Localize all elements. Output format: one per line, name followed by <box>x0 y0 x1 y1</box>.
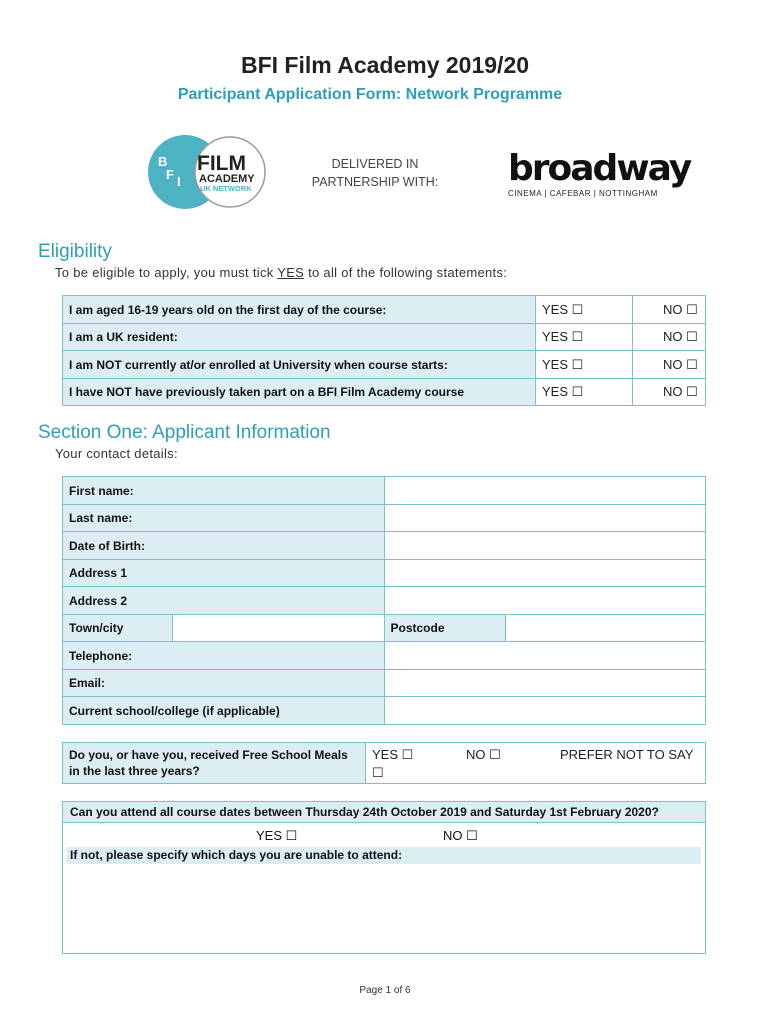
telephone-field[interactable] <box>384 642 706 670</box>
attendance-specify-field[interactable] <box>63 864 705 938</box>
eligibility-yes-checkbox[interactable]: YES ☐ <box>536 296 633 324</box>
eligibility-yes-checkbox[interactable]: YES ☐ <box>536 379 633 406</box>
school-label: Current school/college (if applicable) <box>63 697 385 725</box>
table-row <box>63 697 706 725</box>
address2-field[interactable] <box>384 587 706 615</box>
eligibility-yes-checkbox[interactable]: YES ☐ <box>536 351 633 379</box>
address2-label: Address 2 <box>63 587 385 615</box>
table-row <box>63 642 706 670</box>
first-name-label: First name: <box>63 477 385 505</box>
contact-details-intro: Your contact details: <box>55 446 178 461</box>
table-row <box>63 615 706 642</box>
address1-label: Address 1 <box>63 560 385 587</box>
bfi-film-academy-logo <box>148 134 268 210</box>
attendance-no-checkbox[interactable]: NO ☐ <box>443 828 478 843</box>
eligibility-intro-yes: YES <box>277 265 305 280</box>
eligibility-no-checkbox[interactable]: NO ☐ <box>633 324 706 351</box>
free-meals-prefer-checkbox[interactable]: ☐ <box>372 765 384 780</box>
eligibility-table <box>62 295 706 406</box>
email-field[interactable] <box>384 670 706 697</box>
eligibility-intro-start: To be eligible to apply, you must tick <box>55 265 278 280</box>
table-row <box>63 587 706 615</box>
email-label: Email: <box>63 670 385 697</box>
last-name-field[interactable] <box>384 505 706 532</box>
free-meals-yes-checkbox[interactable]: YES ☐ <box>372 747 414 762</box>
dob-label: Date of Birth: <box>63 532 385 560</box>
postcode-label: Postcode <box>384 615 506 642</box>
eligibility-intro-end: to all of the following statements: <box>304 265 508 280</box>
bfi-letter-f: F <box>166 167 174 182</box>
free-meals-options <box>366 743 706 784</box>
logo-film-text: FILM <box>197 152 246 175</box>
attendance-options <box>63 823 705 847</box>
eligibility-statement: I am aged 16-19 years old on the first day of the course: <box>63 296 536 324</box>
table-row <box>63 477 706 505</box>
partnership-text <box>300 155 450 191</box>
page-number: Page 1 of 6 <box>359 985 411 996</box>
address1-field[interactable] <box>384 560 706 587</box>
bfi-letter-i: I <box>177 174 181 189</box>
broadway-wordmark: broadway <box>508 148 691 189</box>
partnership-line-1: DELIVERED IN <box>331 157 419 171</box>
dob-field[interactable] <box>384 532 706 560</box>
table-row <box>63 670 706 697</box>
attendance-question: Can you attend all course dates between Thursday 24th October 2019 and Saturday 1st February 2020? <box>63 802 705 823</box>
first-name-field[interactable] <box>384 477 706 505</box>
broadway-logo <box>508 148 691 198</box>
eligibility-row <box>63 351 706 379</box>
postcode-field[interactable] <box>506 615 706 642</box>
contact-details-table <box>62 476 706 725</box>
eligibility-heading: Eligibility <box>38 241 112 262</box>
page-subtitle: Participant Application Form: Network Programme <box>177 86 563 103</box>
school-field[interactable] <box>384 697 706 725</box>
eligibility-yes-checkbox[interactable]: YES ☐ <box>536 324 633 351</box>
logo-academy-text: ACADEMY <box>199 173 255 185</box>
last-name-label: Last name: <box>63 505 385 532</box>
broadway-tagline: CINEMA | CAFEBAR | NOTTINGHAM <box>508 189 658 198</box>
table-row <box>63 743 706 784</box>
eligibility-intro <box>55 265 507 280</box>
eligibility-row <box>63 296 706 324</box>
bfi-letter-b: B <box>158 154 168 169</box>
telephone-label: Telephone: <box>63 642 385 670</box>
eligibility-no-checkbox[interactable]: NO ☐ <box>633 379 706 406</box>
eligibility-statement: I have NOT have previously taken part on a BFI Film Academy course <box>63 379 536 406</box>
table-row <box>63 532 706 560</box>
free-meals-table <box>62 742 706 784</box>
attendance-yes-checkbox[interactable]: YES ☐ <box>256 828 298 843</box>
logo-uk-network-text: UK NETWORK <box>200 184 252 193</box>
town-field[interactable] <box>172 615 384 642</box>
town-label: Town/city <box>63 615 173 642</box>
free-meals-prefer-not-option[interactable]: PREFER NOT TO SAY <box>560 747 694 762</box>
partnership-line-2: PARTNERSHIP WITH: <box>311 175 439 189</box>
table-row <box>63 505 706 532</box>
eligibility-statement: I am a UK resident: <box>63 324 536 351</box>
section-one-heading: Section One: Applicant Information <box>38 422 331 443</box>
attendance-specify-label: If not, please specify which days you are unable to attend: <box>67 847 701 864</box>
eligibility-no-checkbox[interactable]: NO ☐ <box>633 351 706 379</box>
eligibility-row <box>63 324 706 351</box>
free-meals-question: Do you, or have you, received Free School Meals in the last three years? <box>63 743 366 784</box>
attendance-box <box>62 801 706 954</box>
table-row <box>63 560 706 587</box>
eligibility-no-checkbox[interactable]: NO ☐ <box>633 296 706 324</box>
eligibility-row <box>63 379 706 406</box>
free-meals-no-checkbox[interactable]: NO ☐ <box>466 747 501 762</box>
page-title: BFI Film Academy 2019/20 <box>240 52 530 78</box>
eligibility-statement: I am NOT currently at/or enrolled at University when course starts: <box>63 351 536 379</box>
